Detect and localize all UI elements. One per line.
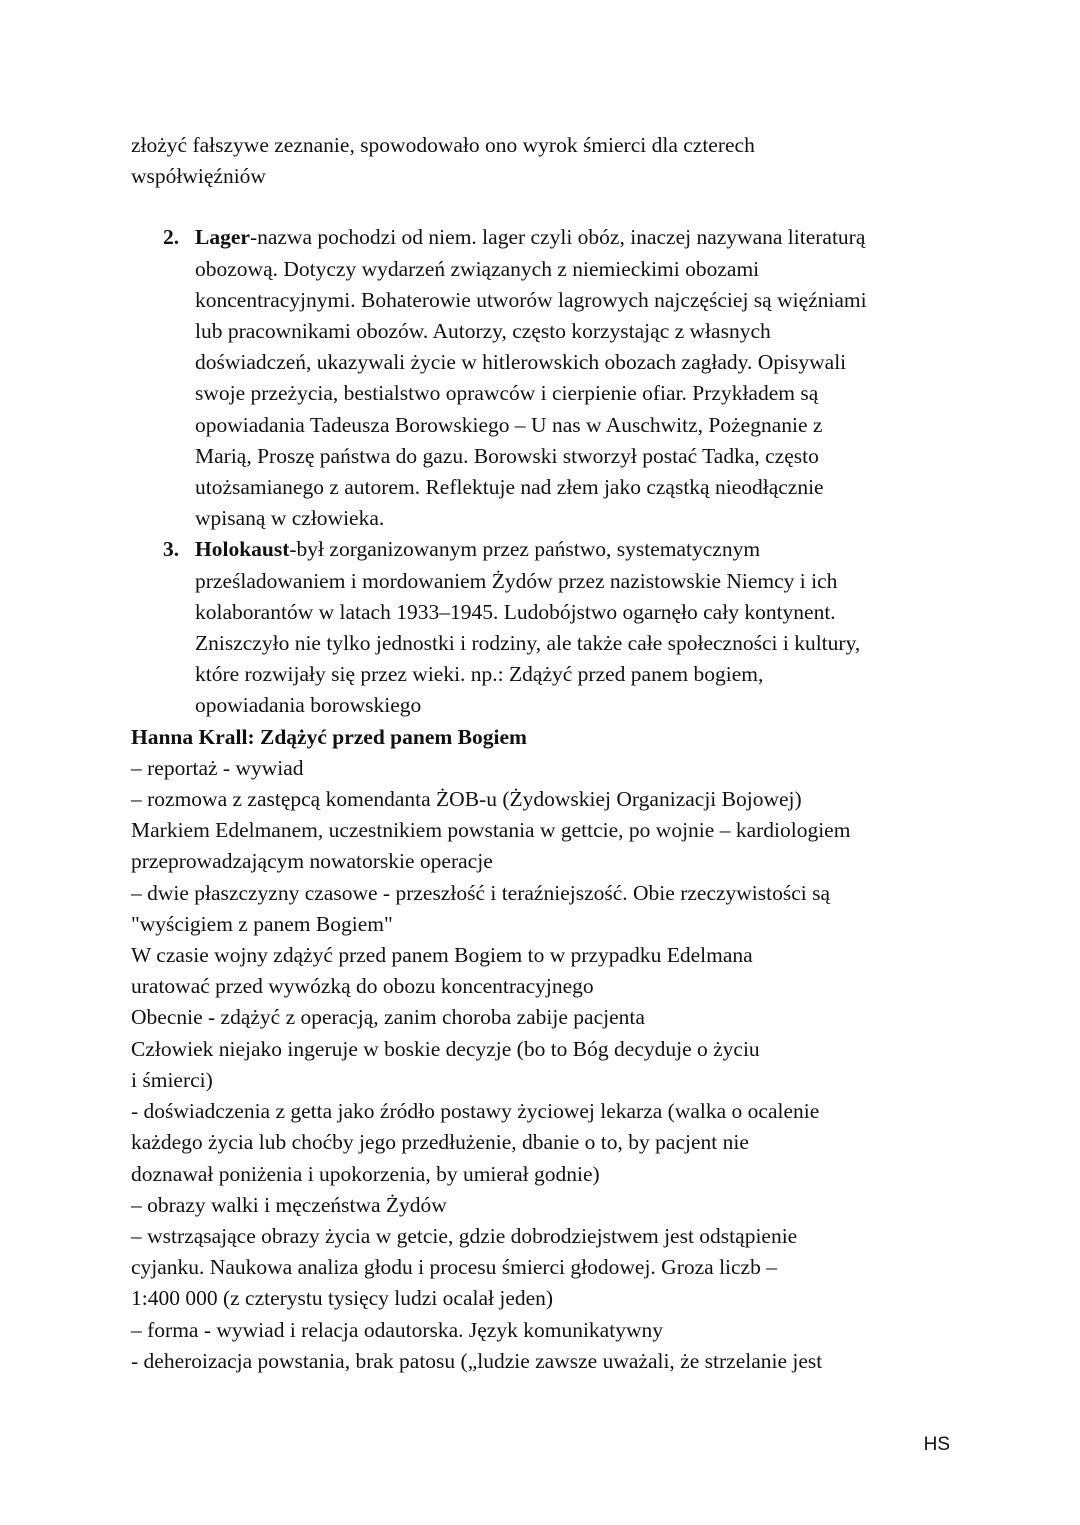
body-line: Markiem Edelmanem, uczestnikiem powstania w gettcie, po wojnie – kardiologiem — [131, 818, 851, 843]
list-number: 3. — [163, 537, 180, 562]
list-item-line: Marią, Proszę państwa do gazu. Borowski stworzył postać Tadka, często — [195, 443, 819, 468]
list-item-line: opowiadania Tadeusza Borowskiego – U nas w Auschwitz, Pożegnanie z — [195, 412, 823, 437]
body-line: Człowiek niejako ingeruje w boskie decyzje (bo to Bóg decyduje o życiu — [131, 1036, 760, 1061]
body-line: – obrazy walki i męczeństwa Żydów — [131, 1192, 447, 1217]
list-item-first-line — [195, 534, 951, 565]
list-number: 2. — [163, 225, 180, 250]
body-line: – dwie płaszczyzny czasowe - przeszłość i teraźniejszość. Obie rzeczywistości są — [131, 880, 831, 905]
intro-line: współwięźniów — [131, 164, 266, 189]
body-line: – wstrząsające obrazy życia w getcie, gdzie dobrodziejstwem jest odstąpienie — [131, 1223, 798, 1248]
body-line: doznawał poniżenia i upokorzenia, by umierał godnie) — [131, 1161, 600, 1186]
list-item-line: prześladowaniem i mordowaniem Żydów przez nazistowskie Niemcy i ich — [195, 568, 838, 593]
paragraph-gap — [131, 192, 951, 222]
list-item-line: wpisaną w człowieka. — [195, 506, 385, 531]
list-item-line: lub pracownikami obozów. Autorzy, często korzystając z własnych — [195, 319, 771, 344]
body-line: przeprowadzającym nowatorskie operacje — [131, 849, 493, 874]
intro-line: złożyć fałszywe zeznanie, spowodowało ono wyrok śmierci dla czterech — [131, 133, 755, 157]
list-item-line: doświadczeń, ukazywali życie w hitlerowskich obozach zagłady. Opisywali — [195, 350, 847, 375]
page-text — [131, 130, 951, 1377]
body-line: każdego życia lub choćby jego przedłużenie, dbanie o to, by pacjent nie — [131, 1130, 749, 1155]
list-item-lager — [131, 222, 951, 534]
list-item-line: koncentracyjnymi. Bohaterowie utworów lagrowych najczęściej są więźniami — [195, 287, 867, 312]
list-item-line: opowiadania borowskiego — [195, 693, 422, 718]
list-item-holokaust — [131, 534, 951, 721]
body-line: i śmierci) — [131, 1067, 213, 1092]
section-heading-text: Hanna Krall: Zdążyć przed panem Bogiem — [131, 724, 527, 749]
list-item-line: utożsamianego z autorem. Reflektuje nad złem jako cząstką nieodłącznie — [195, 475, 824, 500]
body-line: - deheroizacja powstania, brak patosu („ludzie zawsze uważali, że strzelanie jest — [131, 1348, 823, 1373]
term-definition: -był zorganizowanym przez państwo, systematycznym — [289, 537, 761, 562]
list-item-line: Zniszczyło nie tylko jednostki i rodziny, ale także całe społeczności i kultury, — [195, 631, 861, 656]
body-line: 1:400 000 (z czterystu tysięcy ludzi ocalał jeden) — [131, 1286, 554, 1311]
body-line: "wyścigiem z panem Bogiem" — [131, 911, 393, 936]
list-item-line: kolaborantów w latach 1933–1945. Ludobójstwo ogarnęło cały kontynent. — [195, 599, 836, 624]
list-item-line: które rozwijały się przez wieki. np.: Zdążyć przed panem bogiem, — [195, 662, 764, 687]
body-line: – forma - wywiad i relacja odautorska. Język komunikatywny — [131, 1317, 663, 1342]
body-line: – reportaż - wywiad — [131, 755, 304, 780]
term-lager: Lager — [195, 225, 250, 250]
body-line: – rozmowa z zastępcą komendanta ŻOB-u (Żydowskiej Organizacji Bojowej) — [131, 787, 802, 812]
list-item-line: swoje przeżycia, bestialstwo oprawców i cierpienie ofiar. Przykładem są — [195, 381, 819, 406]
body-line: Obecnie - zdążyć z operacją, zanim choroba zabije pacjenta — [131, 1005, 645, 1030]
body-line: uratować przed wywózką do obozu koncentracyjnego — [131, 974, 594, 999]
term-holokaust: Holokaust — [195, 537, 290, 562]
term-definition: -nazwa pochodzi od niem. lager czyli obóz, inaczej nazywana literaturą — [249, 225, 866, 250]
body-line: W czasie wojny zdążyć przed panem Bogiem to w przypadku Edelmana — [131, 943, 753, 968]
list-item-first-line — [195, 222, 951, 253]
section-heading — [131, 722, 951, 753]
body-line: - doświadczenia z getta jako źródło postawy życiowej lekarza (walka o ocalenie — [131, 1099, 820, 1124]
footer-initials: HS — [923, 1434, 950, 1455]
list-item-line: obozową. Dotyczy wydarzeń związanych z niemieckimi obozami — [195, 256, 760, 281]
body-line: cyjanku. Naukowa analiza głodu i procesu śmierci głodowej. Groza liczb – — [131, 1255, 777, 1280]
